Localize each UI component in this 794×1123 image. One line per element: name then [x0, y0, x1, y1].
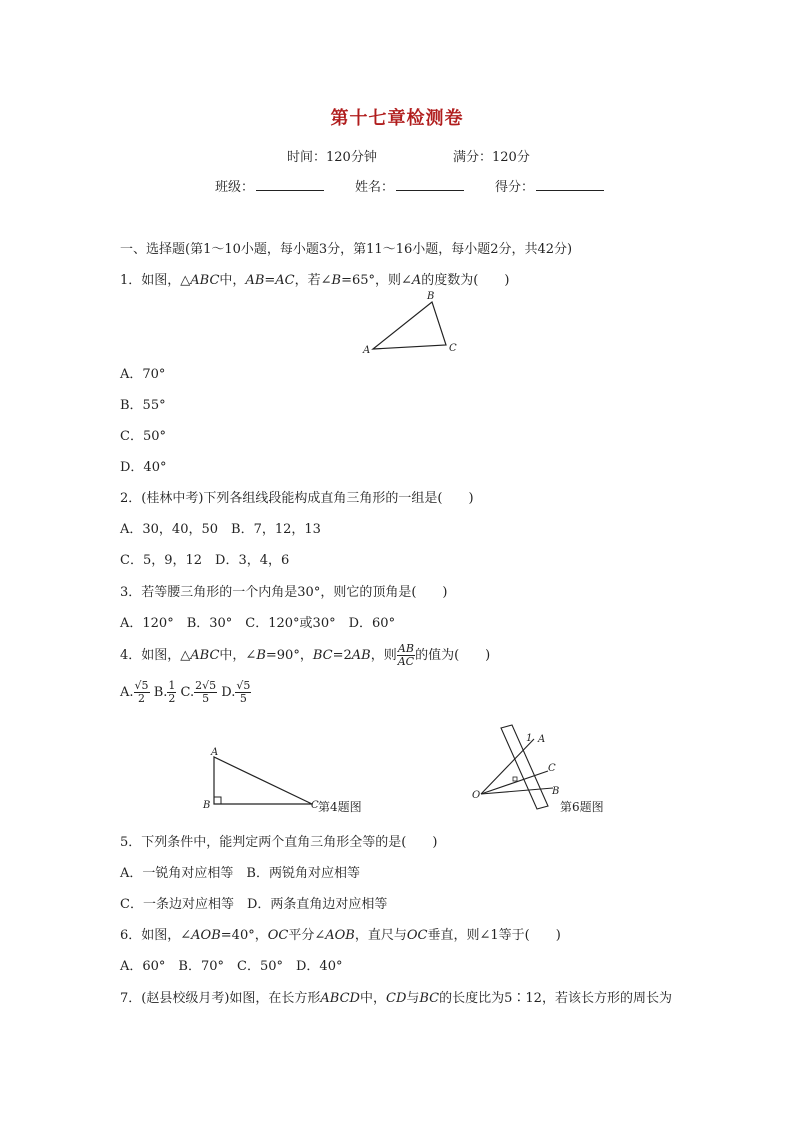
name-blank	[396, 178, 464, 191]
q1-option-d: D．40°	[120, 460, 167, 475]
section-heading: 一、选择题(第1～10小题，每小题3分，第11～16小题，每小题2分，共42分)	[120, 242, 573, 257]
fig4-label-a: A	[211, 747, 219, 758]
right-angle-mark	[214, 797, 221, 804]
class-field	[215, 176, 324, 195]
class-blank	[256, 178, 324, 191]
page-title: 第十七章检测卷	[330, 108, 464, 129]
fig6-label-1: 1	[526, 733, 533, 744]
name-field	[355, 176, 464, 195]
q2-options-line-1: A．30，40，50 B．7，12，13	[120, 522, 321, 537]
perpendicular-mark	[513, 777, 517, 781]
q1-option-a: A．70°	[120, 367, 166, 382]
got-label: 得分：	[495, 180, 535, 195]
fig1-label-a: A	[363, 345, 371, 356]
name-label: 姓名：	[355, 180, 395, 195]
q4-option-c-frac: $\frac{2√5}{5}$	[195, 679, 217, 705]
q4-option-b-frac: $\frac{1}{2}$	[168, 679, 176, 705]
q1-option-c: C．50°	[120, 429, 166, 444]
fig4-caption: 第4题图	[318, 800, 362, 814]
fig1-label-c: C	[449, 343, 457, 354]
fraction-ab-over-ac: $\frac{AB}{AC}$	[397, 642, 415, 668]
ray-oa	[481, 739, 534, 794]
triangle-abc	[373, 302, 446, 349]
class-label: 班级：	[215, 180, 255, 195]
fig6-label-o: O	[472, 790, 481, 801]
fig6-label-c: C	[548, 763, 556, 774]
question-1-stem: 1．如图，△ABC中，AB=AC，若∠B=65°，则∠A的度数为( )	[120, 273, 510, 288]
figure-q6-ruler	[468, 720, 568, 820]
fig6-label-b: B	[552, 786, 560, 797]
q3-options: A．120° B．30° C．120°或30° D．60°	[120, 616, 396, 631]
q6-options: A．60° B．70° C．50° D．40°	[120, 959, 343, 974]
q5-options-line-2: C．一条边对应相等 D．两条直角边对应相等	[120, 897, 388, 912]
question-4-stem: 4．如图，△ABC中，∠B=90°，BC=2AB，则 $\frac{AB}{AC}$ 的值为( )	[120, 642, 491, 668]
fig1-label-b: B	[427, 291, 435, 302]
time-info: 时间：120分钟	[287, 150, 377, 165]
got-field	[495, 176, 604, 195]
q1-option-b: B．55°	[120, 398, 166, 413]
question-5-stem: 5．下列条件中，能判定两个直角三角形全等的是( )	[120, 835, 438, 850]
q4-option-d-frac: $\frac{√5}{5}$	[236, 679, 251, 705]
fig6-label-a: A	[538, 734, 546, 745]
question-3-stem: 3．若等腰三角形的一个内角是30°，则它的顶角是( )	[120, 585, 448, 600]
fig4-label-c: C	[311, 800, 319, 811]
got-blank	[536, 178, 604, 191]
fig6-caption: 第6题图	[560, 800, 604, 814]
fig4-label-b: B	[203, 800, 211, 811]
score-info: 满分：120分	[453, 150, 530, 165]
q5-options-line-1: A．一锐角对应相等 B．两锐角对应相等	[120, 866, 360, 881]
q4-options: A. $\frac{√5}{2}$ B. $\frac{1}{2}$ C. $\frac{2√5}{5}$ D. $\frac{√5}{5}$	[120, 679, 251, 705]
question-2-stem: 2．(桂林中考)下列各组线段能构成直角三角形的一组是( )	[120, 491, 474, 506]
q4-option-a-frac: $\frac{√5}{2}$	[134, 679, 149, 705]
question-6-stem: 6．如图，∠AOB=40°，OC平分∠AOB，直尺与OC垂直，则∠1等于( )	[120, 928, 561, 943]
right-triangle	[214, 757, 312, 804]
q2-options-line-2: C．5，9，12 D．3，4，6	[120, 553, 290, 568]
figure-q1-triangle	[360, 288, 470, 358]
question-7-stem: 7．(赵县校级月考)如图，在长方形ABCD中，CD与BC的长度比为5∶12，若该长方形的周长为	[120, 991, 672, 1006]
